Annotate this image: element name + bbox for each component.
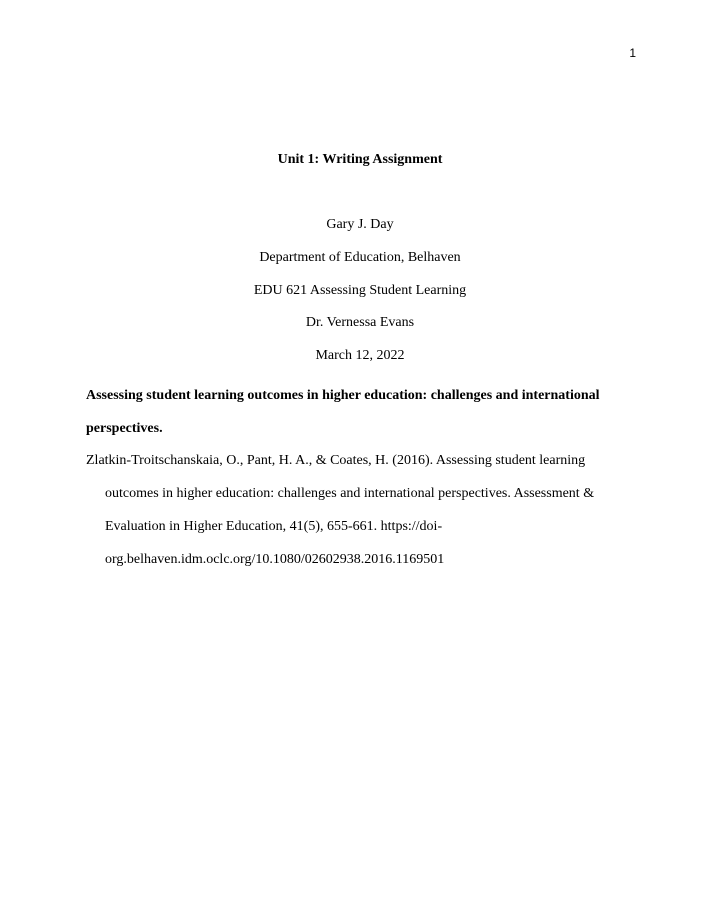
- document-title: Unit 1: Writing Assignment: [277, 152, 443, 167]
- reference-doi-link: org.belhaven.idm.oclc.org/10.1080/02602938.2016.1169501: [105, 552, 445, 567]
- author-name: Gary J. Day: [326, 217, 394, 232]
- page-number: 1: [629, 46, 636, 60]
- department-affiliation: Department of Education, Belhaven: [259, 250, 461, 265]
- article-heading-line: perspectives.: [86, 421, 163, 436]
- reference-line: Zlatkin-Troitschanskaia, O., Pant, H. A., & Coates, H. (2016). Assessing student learning: [86, 453, 586, 468]
- article-heading: [86, 379, 634, 445]
- article-heading-line: Assessing student learning outcomes in higher education: challenges and international: [86, 388, 600, 403]
- reference-citation: [86, 444, 634, 576]
- course-name: EDU 621 Assessing Student Learning: [253, 283, 467, 298]
- reference-line: outcomes in higher education: challenges and international perspectives. Assessment &: [105, 486, 595, 501]
- submission-date: March 12, 2022: [315, 348, 405, 363]
- instructor-name: Dr. Vernessa Evans: [305, 315, 415, 330]
- reference-line: Evaluation in Higher Education, 41(5), 655-661. https://doi-: [105, 519, 443, 534]
